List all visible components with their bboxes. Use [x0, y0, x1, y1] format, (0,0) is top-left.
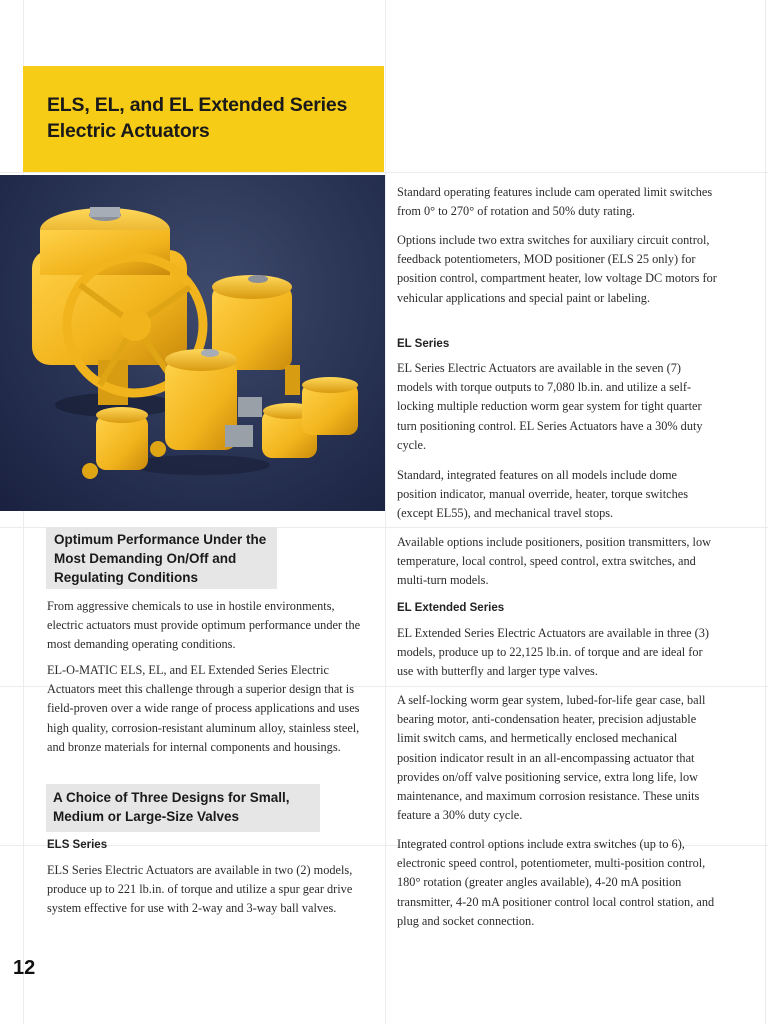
paragraph: EL-O-MATIC ELS, EL, and EL Extended Series Electric Actuators meet this challenge through a superior design that is field-proven over a wide range of process applications and uses high quality, corrosion-resistant aluminum alloy, stainless steel, and bronze materials for internal components and housings. [47, 663, 360, 754]
right-paragraph-6 [397, 624, 719, 682]
right-paragraph-2 [397, 231, 719, 308]
product-photo [0, 175, 385, 511]
paragraph: Options include two extra switches for auxiliary circuit control, feedback potentiometers, MOD positioner (ELS 25 only) for position control, compartment heater, low voltage DC motors for vehicular applications and special paint or labeling. [397, 233, 717, 305]
subheading-optimum-performance [46, 527, 277, 589]
paragraph: A self-locking worm gear system, lubed-for-life gear case, ball bearing motor, anti-condensation heater, precision adjustable limit switch cams, and hermetically enclosed mechanical position indicator result in an all-encompassing actuator that provides on/off valve positioning service, extra long life, low maintenance, and maximum corrosion resistance. These units feature a 30% duty cycle. [397, 693, 706, 823]
right-paragraph-4 [397, 466, 719, 524]
right-paragraph-1 [397, 183, 719, 221]
left-paragraph-3 [47, 861, 367, 919]
els-series-heading-block [47, 839, 367, 851]
right-paragraph-7 [397, 691, 719, 825]
left-paragraph-2 [47, 661, 367, 757]
el-extended-series-heading: EL Extended Series [397, 602, 505, 614]
page-number: 12 [13, 957, 36, 979]
paragraph: Available options include positioners, position transmitters, low temperature, local control, speed control, extra switches, and multi-turn models. [397, 535, 711, 588]
subheading-text: Optimum Performance Under the Most Demanding On/Off and Regulating Conditions [54, 532, 267, 585]
paragraph: From aggressive chemicals to use in hostile environments, electric actuators must provide optimum performance under the most demanding operating conditions. [47, 599, 361, 652]
el-series-heading-block [397, 338, 719, 350]
grid-line [385, 0, 386, 1024]
grid-line [765, 0, 766, 1024]
page-title: ELS, EL, and EL Extended Series Electric Actuators [47, 94, 348, 142]
paragraph: ELS Series Electric Actuators are available in two (2) models, produce up to 221 lb.in. of torque and utilize a spur gear drive system effective for use with 2-way and 3-way ball valves. [47, 863, 353, 916]
el-extended-heading-block [397, 602, 719, 614]
right-paragraph-5 [397, 533, 719, 591]
subheading-text: A Choice of Three Designs for Small, Medium or Large-Size Valves [53, 790, 290, 824]
paragraph: EL Extended Series Electric Actuators are available in three (3) models, produce up to 22,125 lb.in. of torque and are ideal for use with butterfly and larger type valves. [397, 626, 709, 679]
actuators-illustration [0, 175, 385, 511]
right-paragraph-8 [397, 835, 719, 931]
subheading-three-designs [46, 784, 320, 832]
grid-line [0, 172, 768, 173]
left-paragraph-1 [47, 597, 367, 655]
paragraph: Standard, integrated features on all models include dome position indicator, manual override, heater, torque switches (except EL55), and mechanical travel stops. [397, 468, 688, 521]
paragraph: Integrated control options include extra switches (up to 6), electronic speed control, potentiometer, multi-position control, 180° rotation (greater angles available), 4-20 mA position transmitter, 4-20 mA positioner control local control station, and plug and socket connection. [397, 837, 715, 928]
el-series-heading: EL Series [397, 338, 450, 350]
right-paragraph-3 [397, 359, 719, 455]
paragraph: EL Series Electric Actuators are available in the seven (7) models with torque outputs to 7,080 lb.in. and utilize a self-locking multiple reduction worm gear system for tight quarter turn positioning control. EL Series Actuators have a 30% duty cycle. [397, 361, 703, 452]
els-series-heading: ELS Series [47, 839, 108, 851]
paragraph: Standard operating features include cam operated limit switches from 0° to 270° of rotation and 50% duty rating. [397, 185, 713, 219]
title-banner [23, 66, 384, 172]
